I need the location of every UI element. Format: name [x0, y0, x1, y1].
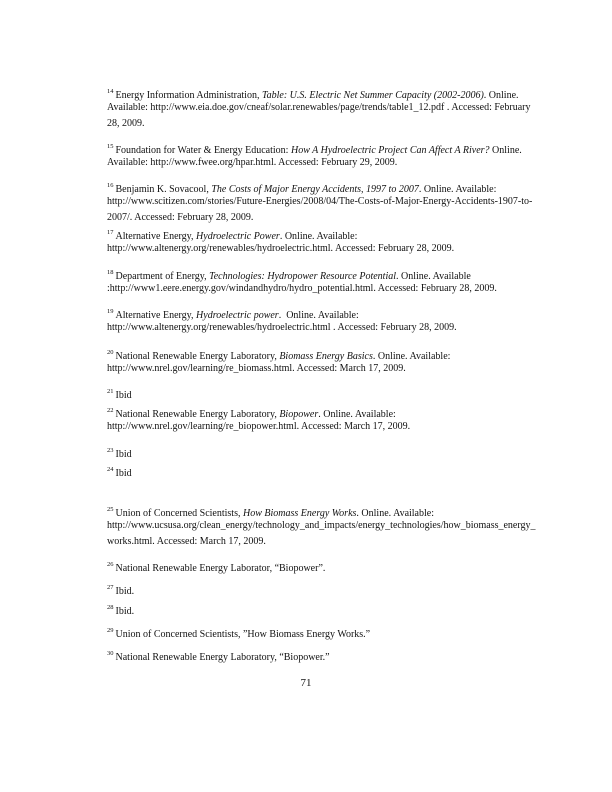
footnote-line [107, 194, 547, 210]
footnote-line [107, 281, 547, 297]
footnote [107, 265, 547, 297]
footnote-line [107, 534, 547, 550]
footnote [107, 462, 547, 478]
footnote-text: . Online. Available: [278, 310, 359, 321]
footnote-line [107, 462, 547, 478]
footnote [107, 623, 547, 639]
footnote-text: Ibid [115, 468, 132, 479]
footnote-line [107, 403, 547, 419]
footnote-number: 21 [107, 388, 114, 395]
footnote-text: Union of Concerned Scientists, [115, 508, 243, 519]
footnote-number: 20 [107, 349, 114, 356]
footnote-line [107, 384, 547, 400]
footnote-text: Ibid. [115, 606, 135, 617]
footnote [107, 384, 547, 400]
footnote-line [107, 116, 547, 132]
footnote-number: 19 [107, 308, 114, 315]
citation-title: Hydroelectric Power [196, 231, 280, 242]
footnote-line [107, 100, 547, 116]
footnote-line [107, 178, 547, 194]
footnote-line [107, 419, 547, 435]
footnote-text: http://www.nrel.gov/learning/re_biopower.html. Accessed: March 17, 2009. [107, 421, 411, 432]
footnote-line [107, 502, 547, 518]
footnote-number: 15 [107, 143, 114, 150]
footnote-number: 30 [107, 650, 114, 657]
footnote-text: http://www.ucsusa.org/clean_energy/technology_and_impacts/energy_technologies/how_biomass_energy_ [107, 520, 536, 531]
footnote-text: Alternative Energy, [115, 310, 197, 321]
footnote-number: 17 [107, 229, 114, 236]
footnote-line [107, 241, 547, 257]
footnote-number: 28 [107, 604, 114, 611]
citation-title: Biomass Energy Basics [279, 351, 373, 362]
page-number: 71 [300, 677, 312, 689]
footnote [107, 178, 547, 226]
footnote-text: . Online. Available: [279, 231, 358, 242]
footnote-number: 23 [107, 447, 114, 454]
footnote-number: 16 [107, 182, 114, 189]
footnote-text: http://www.nrel.gov/learning/re_biomass.html. Accessed: March 17, 2009. [107, 363, 406, 374]
footnote-text: Available: http://www.eia.doe.gov/cneaf/solar.renewables/page/trends/table1_12.pdf . Accessed: February [107, 102, 531, 113]
footnote-number: 22 [107, 407, 114, 414]
footnote-text: . Online. Available: [356, 508, 434, 519]
citation-title: Hydroelectric power [196, 310, 279, 321]
citation-title: How A Hydroelectric Project Can Affect A River? [290, 145, 490, 156]
citation-title: The Costs of Major Energy Accidents, 1997 to 2007 [211, 184, 419, 195]
footnote-text: Online. [489, 145, 522, 156]
footnote-text: Benjamin K. Sovacool, [115, 184, 212, 195]
footnote-line [107, 345, 547, 361]
footnote-line [107, 320, 547, 336]
footnote-text: works.html. Accessed: March 17, 2009. [107, 536, 266, 547]
footnote-text: Ibid [115, 390, 132, 401]
footnote-number: 29 [107, 627, 114, 634]
footnote [107, 600, 547, 616]
footnote [107, 557, 547, 573]
footnote [107, 139, 547, 171]
footnote-line [107, 580, 547, 596]
footnote-text: Alternative Energy, [115, 231, 197, 242]
footnote-text: http://www.altenergy.org/renewables/hydroelectric.html. Accessed: February 28, 2009. [107, 243, 455, 254]
footnote-text: http://www.scitizen.com/stories/Future-Energies/2008/04/The-Costs-of-Major-Energy-Accidents-1907-to- [107, 196, 533, 207]
footnote-text: Energy Information Administration, [115, 90, 262, 101]
footnote-line [107, 646, 547, 662]
footnote-text: . Online. Available: [372, 351, 451, 362]
footnote [107, 403, 547, 435]
footnote-text: 28, 2009. [107, 118, 145, 129]
citation-title: How Biomass Energy Works [242, 508, 357, 519]
footnote [107, 443, 547, 459]
citation-title: Technologies: Hydropower Resource Potential [209, 271, 397, 282]
footnote-number: 25 [107, 506, 114, 513]
footnote-number: 24 [107, 466, 114, 473]
footnote-line [107, 518, 547, 534]
footnote-text: Available: http://www.fwee.org/hpar.html. Accessed: February 29, 2009. [107, 157, 398, 168]
footnote-text: Foundation for Water & Energy Education: [115, 145, 291, 156]
footnote-line [107, 139, 547, 155]
footnote [107, 646, 547, 662]
footnote [107, 580, 547, 596]
footnote [107, 225, 547, 257]
footnote [107, 84, 547, 132]
footnote-line [107, 304, 547, 320]
citation-title: Table: U.S. Electric Net Summer Capacity (2002-2006) [261, 90, 484, 101]
footnote-text: National Renewable Energy Laboratory, [115, 409, 280, 420]
footnote-line [107, 155, 547, 171]
footnote-number: 26 [107, 561, 114, 568]
footnote [107, 502, 547, 550]
footnote-text: 2007/. Accessed: February 28, 2009. [107, 212, 254, 223]
footnote-text: . Online. Available: [318, 409, 396, 420]
citation-title: Biopower [279, 409, 319, 420]
footnote-text: Ibid. [115, 586, 135, 597]
footnote-text: National Renewable Energy Laboratory, [115, 351, 280, 362]
footnote-line [107, 210, 547, 226]
footnote-line [107, 600, 547, 616]
footnote-line [107, 557, 547, 573]
footnote-text: :http://www1.eere.energy.gov/windandhydro/hydro_potential.html. Accessed: February 28, 2009. [107, 283, 497, 294]
footnote-number: 18 [107, 269, 114, 276]
footnote-number: 14 [107, 88, 114, 95]
footnote-text: . Online. Available [396, 271, 471, 282]
footnote-text: http://www.altenergy.org/renewables/hydroelectric.html . Accessed: February 28, 2009. [107, 322, 457, 333]
footnote-text: . Online. [483, 90, 519, 101]
footnote-text: Department of Energy, [115, 271, 210, 282]
footnote [107, 304, 547, 336]
footnote [107, 345, 547, 377]
footnote-line [107, 361, 547, 377]
footnote-line [107, 225, 547, 241]
footnote-text: National Renewable Energy Laborator, “Biopower”. [115, 563, 326, 574]
footnote-line [107, 623, 547, 639]
footnote-text: . Online. Available: [418, 184, 497, 195]
footnote-text: National Renewable Energy Laboratory, “Biopower.” [115, 652, 330, 663]
footnote-line [107, 84, 547, 100]
footnote-text: Union of Concerned Scientists, ”How Biomass Energy Works.” [115, 629, 371, 640]
footnote-line [107, 265, 547, 281]
footnote-text: Ibid [115, 449, 132, 460]
footnote-number: 27 [107, 584, 114, 591]
footnote-line [107, 443, 547, 459]
